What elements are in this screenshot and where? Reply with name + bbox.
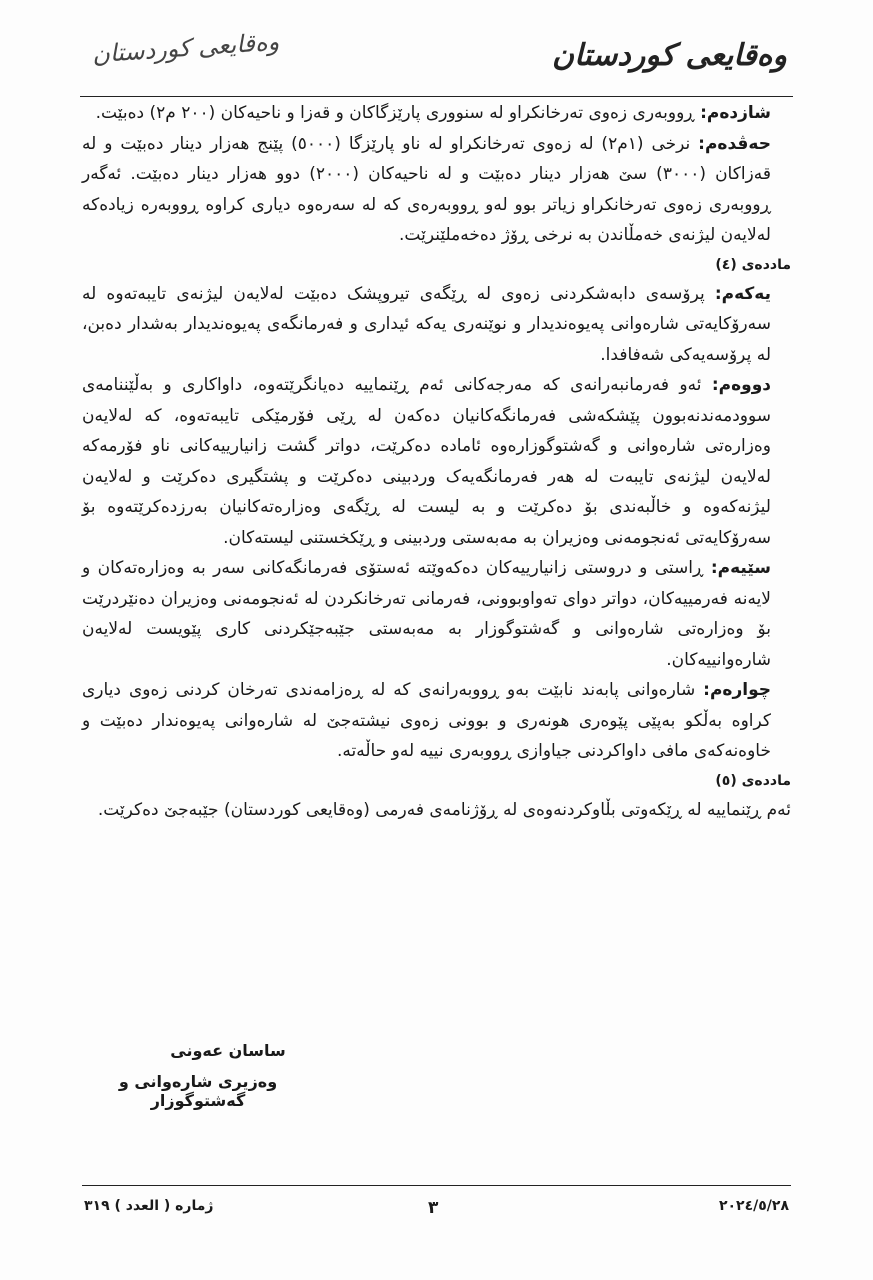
paragraph-text: ڕاستی و دروستی زانیارییەکان دەکەوێتە ئەستۆی فەرمانگەکانی سەر بە وەزارەتەکان و لایەنە فەرمییەکان، دواتر دوای تەواوبوونی، فەرمانی تەرخانکردن لە ئەنجومەنی وەزیران دەنێردرێت بۆ وەزارەتی شارەوانی و گەشتوگوزار بە مەبەستی جێبەجێکردنی کاری پێویست لەلایەن شارەوانییەکان. (82, 558, 771, 670)
signatory-name: ساسان عەونی (170, 1041, 286, 1060)
paragraph-lead: حەڤدەم: (698, 133, 771, 154)
paragraph-final: ئەم ڕێنماییە لە ڕێکەوتی بڵاوکردنەوەی لە ڕۆژنامەی فەرمی (وەقایعی کوردستان) جێبەجێ دەکرێت. (97, 799, 791, 820)
document-body (82, 98, 791, 825)
paragraph-fourth (82, 675, 791, 767)
issue-number: ژمارە ( العدد ) ٣١٩ (84, 1198, 214, 1214)
article-4-heading: ماددەی (٤) (715, 256, 791, 273)
paragraph-16 (82, 98, 791, 129)
footer-divider (82, 1185, 791, 1186)
paragraph-lead: سێیەم: (710, 558, 771, 578)
paragraph-text: پرۆسەی دابەشکردنی زەوی لە ڕێگەی تیروپشک دەبێت لەلایەن لیژنەی تایبەتەوە لە سەرۆکایەتی شارەوانی پەیوەندیدار و نوێنەری یەکە ئیداری و فەرمانگەی پەیوەندیدار بەشدار دەبن، لە پرۆسەیەکی شەفافدا. (82, 283, 771, 365)
article-5-heading: ماددەی (٥) (715, 772, 791, 789)
paragraph-text: ڕووبەری زەوی تەرخانکراو لە سنووری پارێزگاکان و قەزا و ناحیەکان (٢٠٠ م٢) دەبێت. (95, 103, 701, 123)
paragraph-lead: شازدەم: (700, 103, 771, 123)
journal-calligraphy-logo: وەقایعی کوردستان (91, 27, 280, 69)
page-number: ٣ (428, 1198, 439, 1218)
paragraph-lead: دووەم: (711, 375, 771, 395)
footer-date: ٢٠٢٤/٥/٢٨ (718, 1198, 789, 1214)
paragraph-second (82, 370, 791, 553)
paragraph-third (82, 553, 791, 675)
paragraph-first (82, 279, 791, 371)
paragraph-text: ئەو فەرمانبەرانەی کە مەرجەکانی ئەم ڕێنماییە دەیانگرێتەوە، داواکاری و بەڵێننامەی سوودمەندنەبوون پێشکەشی فەرمانگەکانیان دەکەن لە ڕێی فۆرمێکی تایبەتەوە، کە لەلایەن وەزارەتی شارەوانی و گەشتوگوزارەوە ئامادە دەکرێت، دواتر گشت زانیارییەکانی ناو فۆرمەکە لەلایەن لیژنەی تایبەت لە هەر فەرمانگەیەک وردبینی دەکرێت و پشتگیری دەکرێت و لەلایەن لیژنەکەوە و خاڵبەندی بۆ دەکرێت و بە لیست لە ڕێگەی وەزارەتەکانیان بەرزدەکرێتەوە بۆ سەرۆکایەتی ئەنجومەنی وەزیران بە مەبەستی وردبینی و ڕێکخستنی لیستەکان. (82, 375, 771, 548)
paragraph-text: نرخی (١م٢) لە زەوی تەرخانکراو لە ناو پارێزگا (٥٠٠٠) پێنج هەزار دینار دەبێت و لە قەزاکان (٣٠٠٠) سێ هەزار دینار دەبێت و لە ناحیەکان (٢٠٠٠) دوو هەزار دینار دەبێت. ئەگەر ڕووبەری زەوی تەرخانکراو زیاتر بوو لەو ڕووبەرەی کە لە سەرەوە دیاری کراوە ڕووبەرە زیادەکە لەلایەن لیژنەی خەمڵاندن بە نرخی ڕۆژ دەخەملێنرێت. (82, 133, 772, 245)
journal-logo: وەقایعی کوردستان (552, 38, 787, 73)
paragraph-17 (82, 129, 791, 251)
paragraph-text: شارەوانی پابەند نابێت بەو ڕووبەرانەی کە لە ڕەزامەندی تەرخان کردنی زەوی دیاری کراوە بەڵکو بەپێی پێوەری هونەری و بوونی زەوی نیشتەجێ لە شارەوانی پەیوەندار دەبێت و خاوەنەکەی مافی داواکردنی جیاوازی ڕووبەری نییە لەو حاڵەتە. (82, 680, 771, 761)
header-divider (80, 96, 793, 97)
signatory-title: وەزیری شارەوانی و گەشتوگوزار (118, 1072, 278, 1110)
paragraph-lead: یەکەم: (714, 283, 771, 304)
paragraph-lead: چوارەم: (703, 680, 771, 700)
